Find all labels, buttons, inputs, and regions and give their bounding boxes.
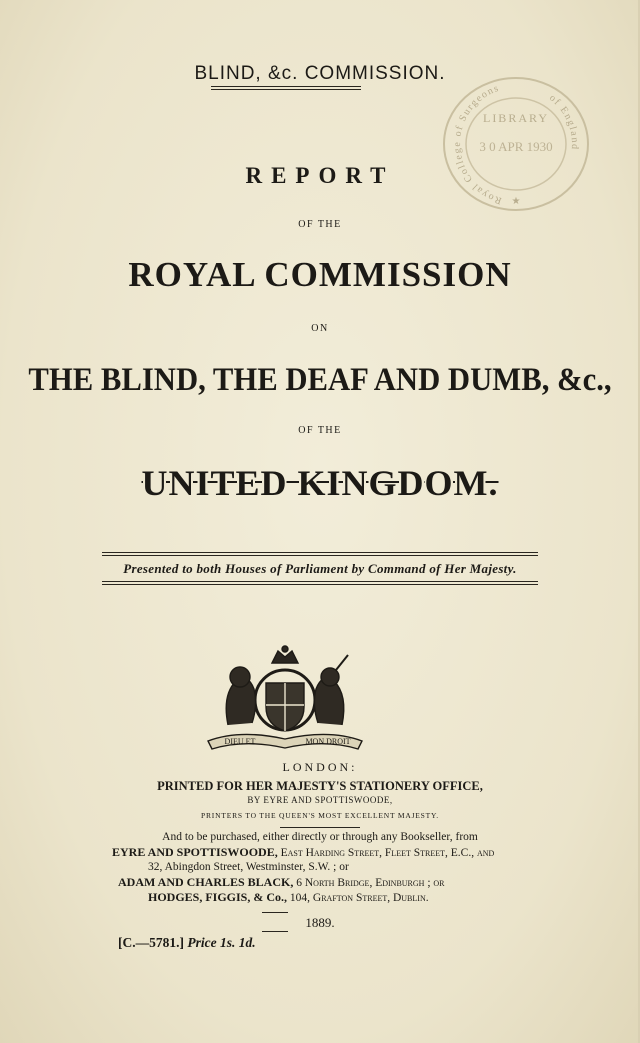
royal-arms-icon (200, 645, 370, 750)
purchase-line-3-address: 6 North Bridge, Edinburgh ; or (296, 877, 445, 889)
purchase-intro: And to be purchased, either directly or through any Bookseller, from (162, 831, 478, 843)
country-heading: UNITED KINGDOM. (141, 463, 499, 503)
presented-rule-bottom-thin (102, 581, 538, 582)
presented-rule-bottom (102, 584, 538, 585)
stamp-star: ★ (511, 196, 521, 207)
purchase-line-3-name: ADAM AND CHARLES BLACK, (118, 875, 294, 889)
stamp-date-text: 3 0 APR 1930 (479, 139, 553, 154)
stamp-ring-left: Royal College of Surgeons (451, 82, 504, 206)
imprint-place: LONDON: (282, 760, 358, 774)
purchase-line-4-address: 104, Grafton Street, Dublin. (289, 892, 429, 904)
purchase-line-4 (148, 890, 568, 906)
imprint-printed-for: PRINTED FOR HER MAJESTY'S STATIONERY OFFICE, (157, 779, 483, 793)
report-heading: REPORT (245, 163, 395, 188)
year-rule-bottom (262, 931, 288, 932)
imprint-rule (280, 827, 360, 828)
royal-commission-heading: ROYAL COMMISSION (128, 255, 512, 294)
price: Price 1s. 1d. (187, 935, 256, 950)
command-number: [C.—5781.] (118, 935, 184, 950)
of-the-label-1: OF THE (298, 219, 342, 230)
presented-rule-top (102, 552, 538, 553)
purchase-line-3 (118, 875, 538, 891)
command-and-price (118, 935, 256, 951)
running-head: BLIND, &c. COMMISSION. (194, 63, 446, 84)
of-the-label-2: OF THE (298, 425, 342, 436)
purchase-line-1-name: EYRE AND SPOTTISWOODE, (112, 845, 278, 859)
stamp-ring-right: of England (547, 92, 581, 151)
motto-right: MON DROIT (305, 737, 351, 746)
purchase-line-1-address: East Harding Street, Fleet Street, E.C., and (280, 847, 495, 859)
presented-rule-top-thin (102, 555, 538, 556)
purchase-line-4-name: HODGES, FIGGIS, & Co., (148, 890, 288, 904)
motto-left: DIEU ET (224, 737, 256, 746)
subject-heading: THE BLIND, THE DEAF AND DUMB, &c., (28, 362, 612, 398)
on-label: ON (311, 323, 329, 334)
purchase-line-1 (112, 845, 552, 861)
presented-line: Presented to both Houses of Parliament by Command of Her Majesty. (123, 561, 517, 576)
library-stamp-icon (436, 72, 596, 216)
purchase-line-2: 32, Abingdon Street, Westminster, S.W. ; or (148, 861, 349, 873)
double-rule-top (211, 86, 361, 87)
publication-year: 1889. (305, 915, 335, 930)
double-rule-bottom (211, 89, 361, 90)
imprint-printers: PRINTERS TO THE QUEEN'S MOST EXCELLENT MAJESTY. (201, 811, 439, 820)
year-rule (262, 912, 288, 913)
stamp-library-text: LIBRARY (482, 111, 550, 125)
imprint-by: BY EYRE AND SPOTTISWOODE, (247, 795, 393, 805)
